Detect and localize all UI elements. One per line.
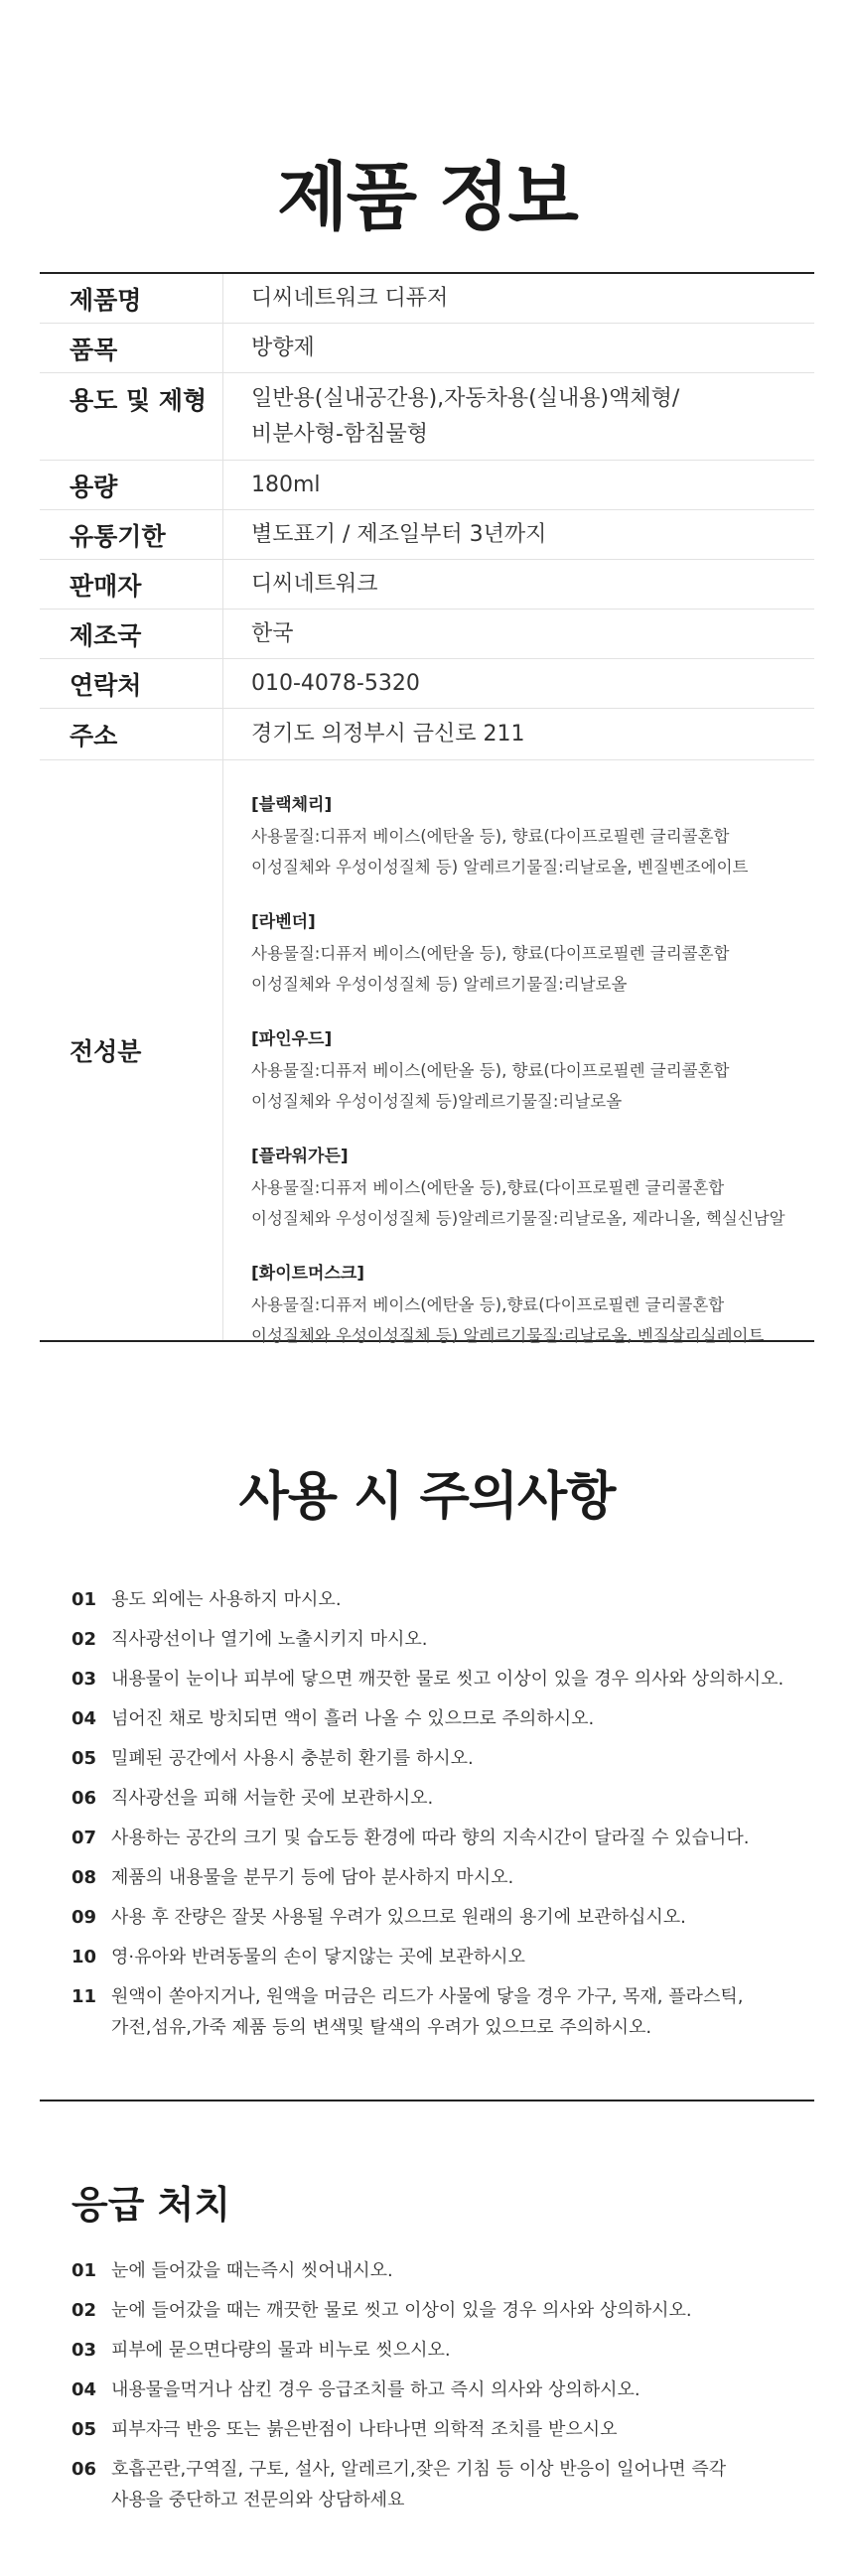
first-aid-item <box>71 2371 826 2410</box>
first-aid-item <box>71 2291 826 2331</box>
info-label: 품목 <box>40 324 223 372</box>
item-number: 04 <box>71 2379 97 2400</box>
ingredient-block <box>251 790 814 882</box>
item-number: 06 <box>71 2459 97 2480</box>
item-number: 02 <box>71 1629 97 1650</box>
info-row-category <box>40 324 814 373</box>
ingredient-line: 이성질체와 우성이성질체 등) 알레르기물질:리날로올, 벤질살리실레이트 <box>251 1326 765 1345</box>
item-number: 06 <box>71 1788 97 1809</box>
item-text-line: 원액이 쏟아지거나, 원액을 머금은 리드가 사물에 닿을 경우 가구, 목재, 플라스틱, <box>111 1986 744 2007</box>
ingredient-line: 이성질체와 우성이성질체 등)알레르기물질:리날로올 <box>251 1092 623 1111</box>
ingredient-line: 사용물질:디퓨저 베이스(에탄올 등), 향료(다이프로필렌 글리콜혼합 <box>251 827 730 846</box>
info-label: 연락처 <box>40 659 223 708</box>
item-text-line: 호흡곤란,구역질, 구토, 설사, 알레르기,잦은 기침 등 이상 반응이 일어나면 즉각 <box>111 2459 727 2480</box>
info-label: 제조국 <box>40 610 223 658</box>
item-text: 제품의 내용물을 분무기 등에 담아 분사하지 마시오. <box>111 1867 514 1888</box>
info-label: 주소 <box>40 709 223 759</box>
item-text-line: 사용을 중단하고 전문의와 상담하세요 <box>111 2490 405 2510</box>
product-info-table <box>40 272 814 1345</box>
ingredient-line: 사용물질:디퓨저 베이스(에탄올 등),향료(다이프로필렌 글리콜혼합 <box>251 1178 725 1197</box>
info-label: 용도 및 제형 <box>40 373 223 460</box>
ingredient-block <box>251 1259 814 1351</box>
item-number: 03 <box>71 1669 97 1690</box>
item-number: 08 <box>71 1867 97 1888</box>
info-value: 010-4078-5320 <box>251 670 420 696</box>
item-number: 10 <box>71 1947 97 1967</box>
info-value: 한국 <box>251 620 294 646</box>
item-text: 영·유아와 반려동물의 손이 닿지않는 곳에 보관하시오 <box>111 1947 525 1967</box>
item-text: 내용물이 눈이나 피부에 닿으면 깨끗한 물로 씻고 이상이 있을 경우 의사와 상의하시오. <box>111 1669 784 1690</box>
info-value: 디씨네트워크 디퓨저 <box>251 285 449 311</box>
info-row-ingredients <box>40 760 814 1345</box>
caution-item <box>71 1620 826 1660</box>
caution-item <box>71 1858 826 1898</box>
ingredient-block <box>251 907 814 1000</box>
info-label: 전성분 <box>40 760 223 1340</box>
caution-item <box>71 1580 826 1620</box>
ingredient-line: 이성질체와 우성이성질체 등)알레르기물질:리날로올, 제라니올, 헥실신남알 <box>251 1209 785 1228</box>
ingredient-line: 이성질체와 우성이성질체 등) 알레르기물질:리날로올, 벤질벤조에이트 <box>251 858 749 877</box>
item-number: 03 <box>71 2340 97 2361</box>
info-value: 경기도 의정부시 금신로 211 <box>251 721 525 746</box>
info-label: 용량 <box>40 461 223 509</box>
info-value: 별도표기 / 제조일부터 3년까지 <box>251 521 547 547</box>
info-row-expiry <box>40 510 814 560</box>
item-text: 사용 후 잔량은 잘못 사용될 우려가 있으므로 원래의 용기에 보관하십시오. <box>111 1907 686 1928</box>
first-aid-list <box>71 2251 826 2515</box>
info-row-usage-form <box>40 373 814 461</box>
caution-list <box>71 1580 826 2043</box>
first-aid-item <box>71 2251 826 2291</box>
item-text: 직사광선을 피해 서늘한 곳에 보관하시오. <box>111 1788 434 1809</box>
item-number: 04 <box>71 1708 97 1729</box>
ingredient-line: 이성질체와 우성이성질체 등) 알레르기물질:리날로올 <box>251 975 628 994</box>
first-aid-item <box>71 2450 826 2515</box>
ingredient-line: 사용물질:디퓨저 베이스(에탄올 등),향료(다이프로필렌 글리콜혼합 <box>251 1295 725 1314</box>
ingredient-line: 사용물질:디퓨저 베이스(에탄올 등), 향료(다이프로필렌 글리콜혼합 <box>251 1061 730 1080</box>
info-row-volume <box>40 461 814 510</box>
caution-item <box>71 1977 826 2043</box>
item-text: 직사광선이나 열기에 노출시키지 마시오. <box>111 1629 428 1650</box>
page-title: 제품 정보 <box>277 155 577 240</box>
item-text: 피부자극 반응 또는 붉은반점이 나타나면 의학적 조치를 받으시오 <box>111 2419 618 2440</box>
item-number: 01 <box>71 1589 97 1610</box>
info-value: 디씨네트워크 <box>251 571 378 597</box>
caution-item <box>71 1938 826 1977</box>
info-row-contact <box>40 659 814 709</box>
ingredient-block <box>251 1024 814 1117</box>
ingredient-block <box>251 1142 814 1234</box>
info-value: 180ml <box>251 472 321 497</box>
item-number: 05 <box>71 1748 97 1769</box>
info-value: 방향제 <box>251 335 315 360</box>
item-text-line: 가전,섬유,가죽 제품 등의 변색및 탈색의 우려가 있으므로 주의하시오. <box>111 2017 652 2038</box>
info-label: 유통기한 <box>40 510 223 559</box>
caution-item <box>71 1779 826 1819</box>
item-number: 01 <box>71 2260 97 2281</box>
caution-item <box>71 1898 826 1938</box>
first-aid-title: 응급 처치 <box>71 2183 231 2227</box>
info-value <box>223 373 814 460</box>
ingredient-name: [파인우드] <box>251 1029 333 1049</box>
item-text: 용도 외에는 사용하지 마시오. <box>111 1589 342 1610</box>
item-number: 09 <box>71 1907 97 1928</box>
item-text: 넘어진 채로 방치되면 액이 흘러 나올 수 있으므로 주의하시오. <box>111 1708 595 1729</box>
info-label: 제품명 <box>40 274 223 323</box>
info-value-line: 일반용(실내공간용),자동차용(실내용)액체형/ <box>251 385 680 411</box>
first-aid-item <box>71 2331 826 2371</box>
ingredient-name: [라벤더] <box>251 912 316 932</box>
ingredient-name: [플라워가든] <box>251 1147 349 1166</box>
info-value-line: 비분사형-함침물형 <box>251 421 428 447</box>
item-number: 02 <box>71 2300 97 2321</box>
first-aid-item <box>71 2410 826 2450</box>
info-row-address <box>40 709 814 760</box>
caution-item <box>71 1699 826 1739</box>
item-text: 사용하는 공간의 크기 및 습도등 환경에 따라 향의 지속시간이 달라질 수 있습니다. <box>111 1828 750 1848</box>
info-row-product-name <box>40 274 814 324</box>
item-number: 05 <box>71 2419 97 2440</box>
caution-item <box>71 1819 826 1858</box>
item-text: 밀폐된 공간에서 사용시 충분히 환기를 하시오. <box>111 1748 474 1769</box>
info-label: 판매자 <box>40 560 223 609</box>
item-text <box>111 2450 826 2515</box>
item-number: 07 <box>71 1828 97 1848</box>
item-number: 11 <box>71 1986 97 2007</box>
caution-item <box>71 1660 826 1699</box>
item-text: 내용물을먹거나 삼킨 경우 응급조치를 하고 즉시 의사와 상의하시오. <box>111 2379 640 2400</box>
caution-title: 사용 시 주의사항 <box>238 1467 616 1527</box>
ingredient-name: [화이트머스크] <box>251 1264 365 1284</box>
item-text <box>111 1977 826 2043</box>
item-text: 피부에 묻으면다량의 물과 비누로 씻으시오. <box>111 2340 451 2361</box>
ingredients-list <box>223 760 814 1345</box>
item-text: 눈에 들어갔을 때는즉시 씻어내시오. <box>111 2260 393 2281</box>
info-row-seller <box>40 560 814 610</box>
caution-item <box>71 1739 826 1779</box>
item-text: 눈에 들어갔을 때는 깨끗한 물로 씻고 이상이 있을 경우 의사와 상의하시오. <box>111 2300 692 2321</box>
ingredient-name: [블랙체리] <box>251 795 333 815</box>
section-divider <box>40 2100 814 2101</box>
info-row-country <box>40 610 814 659</box>
ingredient-line: 사용물질:디퓨저 베이스(에탄올 등), 향료(다이프로필렌 글리콜혼합 <box>251 944 730 963</box>
